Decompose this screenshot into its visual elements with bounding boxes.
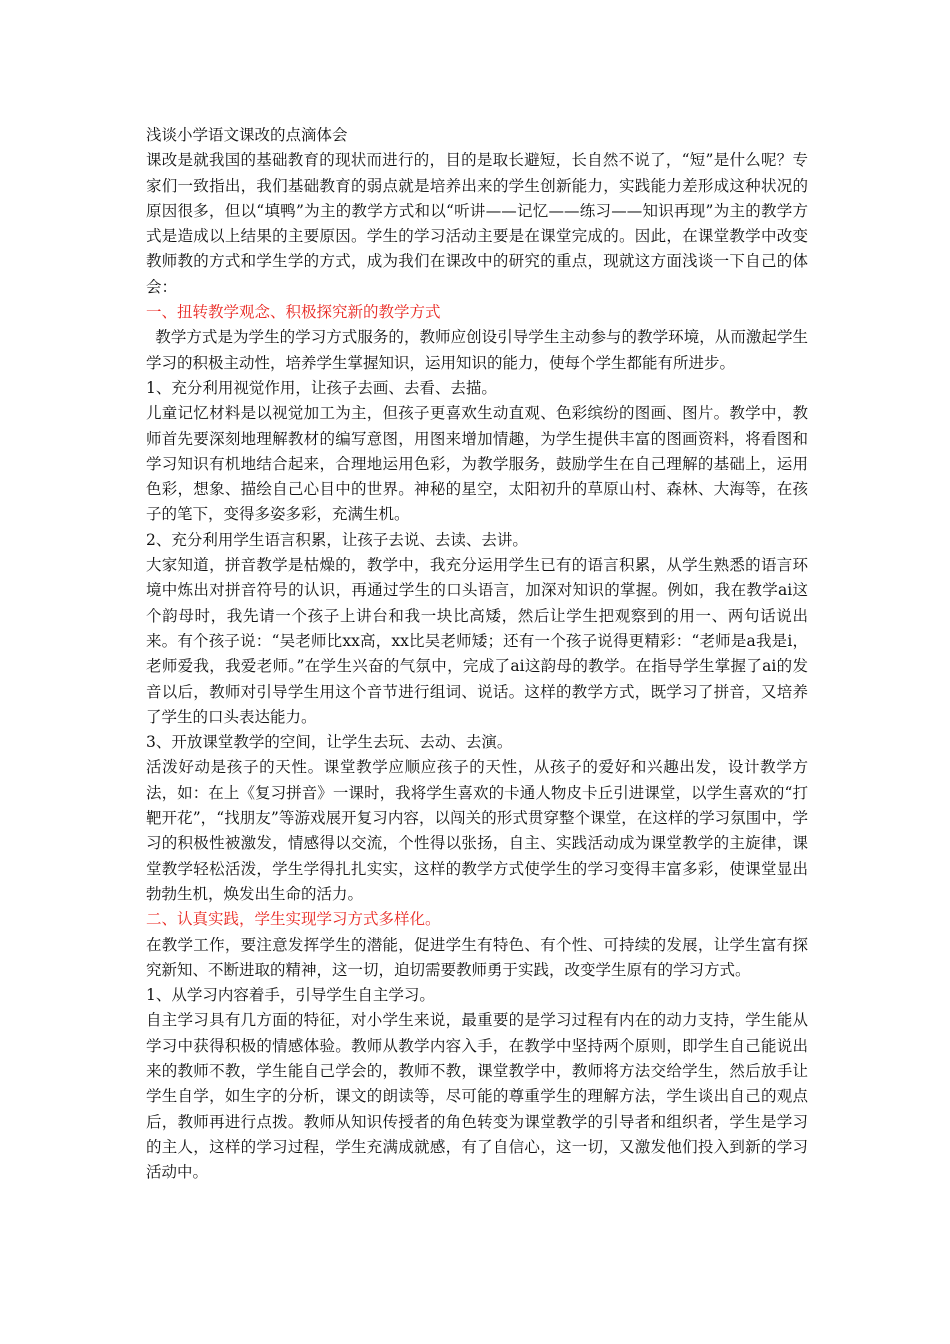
subheading-1-2: 2、充分利用学生语言积累，让孩子去说、去读、去讲。 — [146, 530, 528, 549]
subheading-2-1: 1、从学习内容着手，引导学生自主学习。 — [146, 986, 435, 1005]
document-body — [146, 123, 808, 1185]
section-heading-1: 一、扭转教学观念、积极探究新的教学方式 — [146, 303, 441, 322]
paragraph-section1-intro: 教学方式是为学生的学习方式服务的，教师应创设引导学生主动参与的教学环境，从而激起学生学习的积极主动性，培养学生掌握知识，运用知识的能力，使每个学生都能有所进步。 — [146, 328, 808, 372]
paragraph-1-2: 大家知道，拼音教学是枯燥的，教学中，我充分运用学生已有的语言积累，从学生熟悉的语言环境中炼出对拼音符号的认识，再通过学生的口头语言，加深对知识的掌握。例如，我在教学ai这个韵母时，我先请一个孩子上讲台和我一块比高矮，然后让学生把观察到的用一、两句话说出来。有个孩子说：“吴老师比xx高，xx比吴老师矮；还有一个孩子说得更精彩：“老师是a我是i，老师爱我，我爱老师。”在学生兴奋的气氛中，完成了ai这韵母的教学。在指导学生掌握了ai的发音以后，教师对引导学生用这个音节进行组词、说话。这样的教学方式，既学习了拼音，又培养了学生的口头表达能力。 — [146, 556, 808, 726]
subheading-1-1: 1、充分利用视觉作用，让孩子去画、去看、去描。 — [146, 378, 497, 397]
paragraph-1-1: 儿童记忆材料是以视觉加工为主，但孩子更喜欢生动直观、色彩缤纷的图画、图片。教学中，教师首先要深刻地理解教材的编写意图，用图来增加情趣，为学生提供丰富的图画资料，将看图和学习知识有机地结合起来，合理地运用色彩，为教学服务，鼓励学生在自己理解的基础上，运用色彩，想象、描绘自己心目中的世界。神秘的星空，太阳初升的草原山村、森林、大海等，在孩子的笔下，变得多姿多彩，充满生机。 — [146, 404, 808, 524]
document-title: 浅谈小学语文课改的点滴体会 — [146, 126, 348, 144]
paragraph-2-1: 自主学习具有几方面的特征，对小学生来说，最重要的是学习过程有内在的动力支持，学生能从学习中获得积极的情感体验。教师从教学内容入手，在教学中坚持两个原则，即学生自己能说出来的教师不教，学生能自己学会的，教师不教，课堂教学中，教师将方法交给学生，然后放手让学生自学，如生字的分析，课文的朗读等，尽可能的尊重学生的理解方法，学生谈出自己的观点后，教师再进行点拨。教师从知识传授者的角色转变为课堂教学的引导者和组织者，学生是学习的主人，这样的学习过程，学生充满成就感，有了自信心，这一切，又激发他们投入到新的学习活动中。 — [146, 1011, 808, 1182]
paragraph-1-3: 活泼好动是孩子的天性。课堂教学应顺应孩子的天性，从孩子的爱好和兴趣出发，设计教学方法，如：在上《复习拼音》一课时，我将学生喜欢的卡通人物皮卡丘引进课堂，以学生喜欢的“打靶开花”，“找朋友”等游戏展开复习内容，以闯关的形式贯穿整个课堂，在这样的学习氛围中，学习的积极性被激发，情感得以交流，个性得以张扬，自主、实践活动成为课堂教学的主旋律，课堂教学轻松活泼，学生学得扎扎实实，这样的教学方式使学生的学习变得丰富多彩，使课堂显出勃勃生机，焕发出生命的活力。 — [146, 758, 808, 903]
paragraph-intro: 课改是就我国的基础教育的现状而进行的，目的是取长避短，长自然不说了，“短”是什么呢？专家们一致指出，我们基础教育的弱点就是培养出来的学生创新能力，实践能力差形成这种状况的原因很多，但以“填鸭”为主的教学方式和以“听讲——记忆——练习——知识再现”为主的教学方式是造成以上结果的主要原因。学生的学习活动主要是在课堂完成的。因此，在课堂教学中改变教师教的方式和学生学的方式，成为我们在课改中的研究的重点，现就这方面浅谈一下自己的体会： — [146, 151, 808, 296]
section-heading-2: 二、认真实践，学生实现学习方式多样化。 — [146, 910, 441, 929]
paragraph-section2-intro: 在教学工作，要注意发挥学生的潜能，促进学生有特色、有个性、可持续的发展，让学生富有探究新知、不断进取的精神，这一切，迫切需要教师勇于实践，改变学生原有的学习方式。 — [146, 935, 808, 979]
subheading-1-3: 3、开放课堂教学的空间，让学生去玩、去动、去演。 — [146, 733, 513, 752]
